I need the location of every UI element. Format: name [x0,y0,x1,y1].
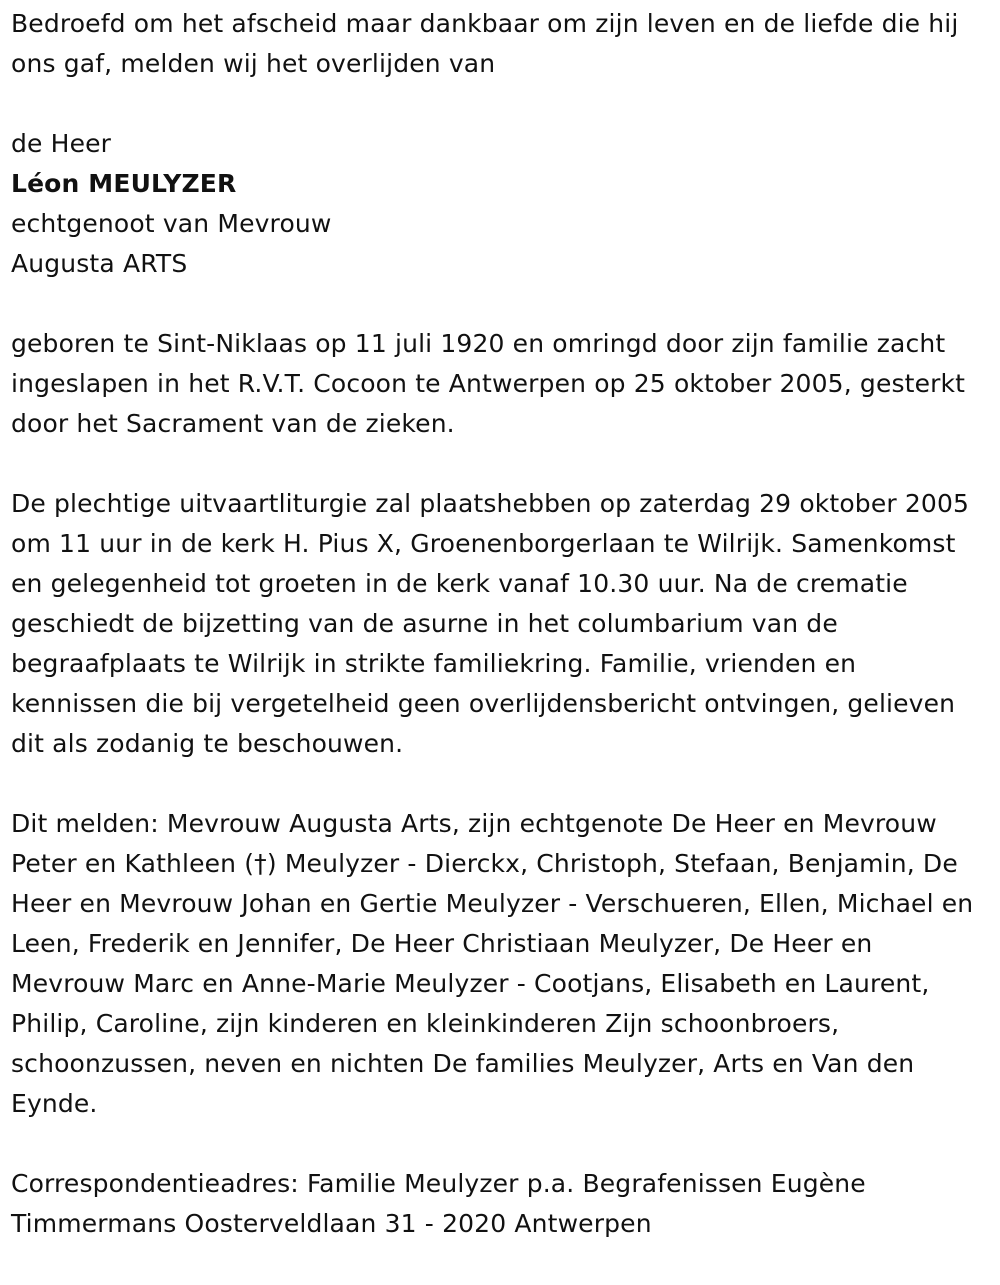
intro-paragraph: Bedroefd om het afscheid maar dankbaar om zijn leven en de liefde die hij ons gaf, melden wij het overlijden van [11,9,959,78]
birth-death-paragraph: geboren te Sint-Niklaas op 11 juli 1920 en omringd door zijn familie zacht ingeslapen in het R.V.T. Cocoon te Antwerpen op 25 oktober 2005, gesterkt door het Sacrament van de zieken. [11,329,966,438]
spouse-label: echtgenoot van Mevrouw [11,209,332,238]
spouse-name: Augusta ARTS [11,249,188,278]
spacer [11,284,988,324]
correspondence-paragraph: Correspondentieadres: Familie Meulyzer p.a. Begrafenissen Eugène Timmermans Oosterveldlaan 31 - 2020 Antwerpen [11,1169,866,1238]
deceased-title: de Heer [11,129,112,158]
family-paragraph: Dit melden: Mevrouw Augusta Arts, zijn echtgenote De Heer en Mevrouw Peter en Kathleen (†) Meulyzer - Dierckx, Christoph, Stefaan, Benjamin, De Heer en Mevrouw Johan en Gertie Meulyzer - Verschueren, Ellen, Michael en Leen, Frederik en Jennifer, De Heer Christiaan Meulyzer, De Heer en Mevrouw Marc en Anne-Marie Meulyzer - Cootjans, Elisabeth en Laurent, Philip, Caroline, zijn kinderen en kleinkinderen Zijn schoonbroers, schoonzussen, neven en nichten De families Meulyzer, Arts en Van den Eynde. [11,809,974,1118]
spacer [11,444,988,484]
deceased-block [11,124,988,284]
spacer [11,1124,988,1164]
deceased-name: Léon MEULYZER [11,169,237,198]
spacer [11,764,988,804]
ceremony-paragraph: De plechtige uitvaartliturgie zal plaatshebben op zaterdag 29 oktober 2005 om 11 uur in de kerk H. Pius X, Groenenborgerlaan te Wilrijk. Samenkomst en gelegenheid tot groeten in de kerk vanaf 10.30 uur. Na de crematie geschiedt de bijzetting van de asurne in het columbarium van de begraafplaats te Wilrijk in strikte familiekring. Familie, vrienden en kennissen die bij vergetelheid geen overlijdensbericht ontvingen, gelieven dit als zodanig te beschouwen. [11,489,970,758]
spacer [11,84,988,124]
